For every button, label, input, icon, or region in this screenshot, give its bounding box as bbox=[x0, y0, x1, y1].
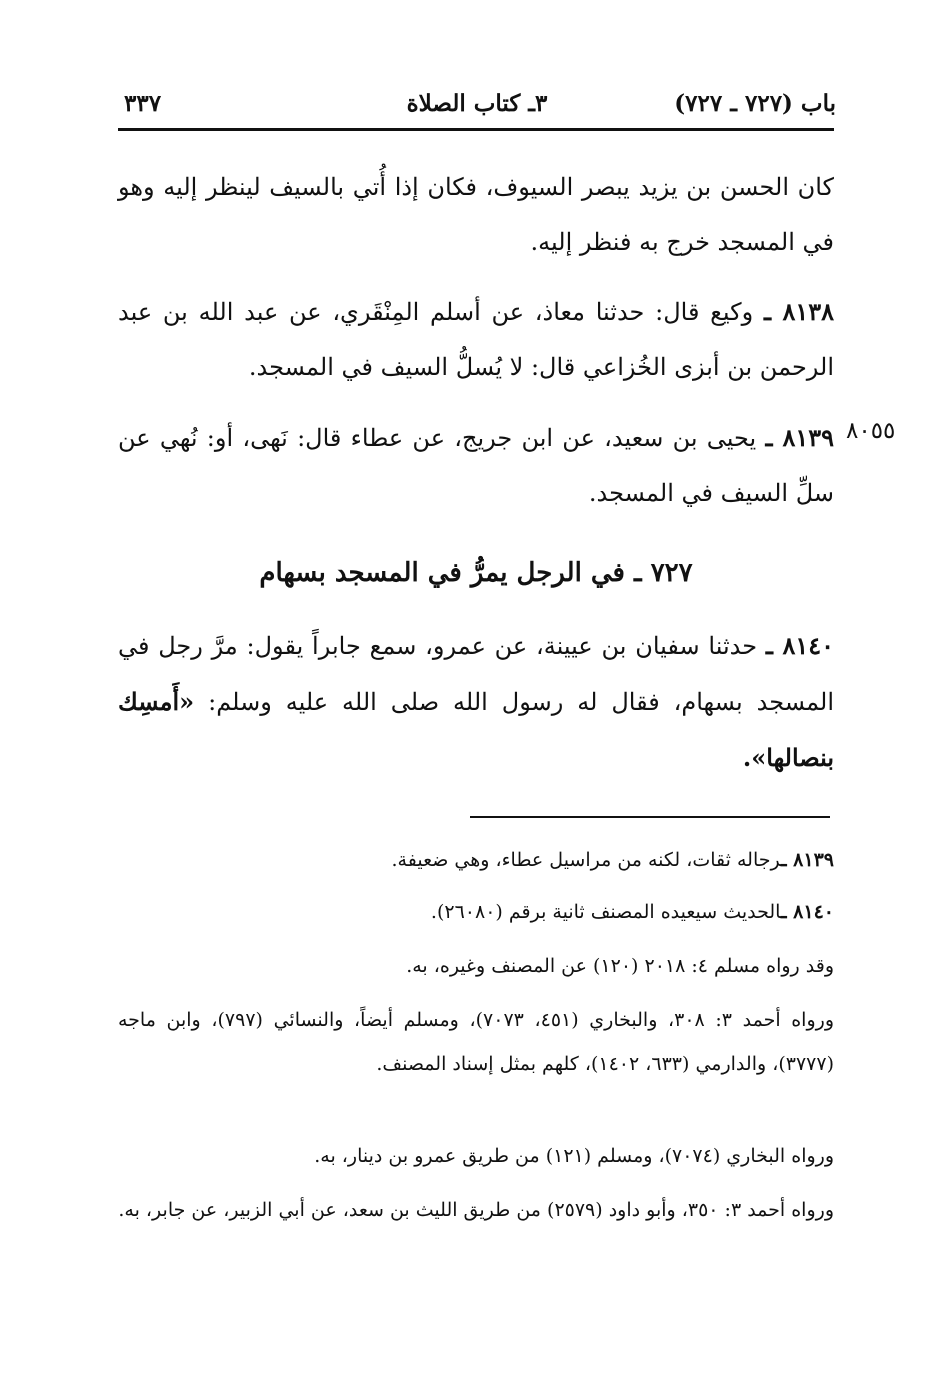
hadith-number: ٨١٣٨ ـ bbox=[763, 297, 834, 326]
footnote-8139 bbox=[118, 838, 834, 882]
footnote-text: رجاله ثقات، لكنه من مراسيل عطاء، وهي ضعيفة. bbox=[391, 849, 781, 871]
hadith-8139 bbox=[118, 410, 834, 521]
intro-paragraph bbox=[118, 160, 834, 270]
hadith-number: ٨١٣٩ ـ bbox=[765, 423, 834, 452]
footnote-number: ٨١٤٠ ـ bbox=[780, 901, 834, 923]
book-title: ٣ـ كتاب الصلاة bbox=[406, 90, 548, 117]
section-title: ٧٢٧ ـ في الرجل يمرُّ في المسجد بسهام bbox=[259, 558, 693, 588]
footnote-line: وقد رواه مسلم ٤: ٢٠١٨ (١٢٠) عن المصنف وغيره، به. bbox=[406, 955, 834, 977]
footnote-line: ورواه البخاري (٧٠٧٤)، ومسلم (١٢١) من طريق عمرو بن دينار، به. bbox=[314, 1145, 834, 1167]
page-number: ٣٣٧ bbox=[124, 90, 162, 117]
footnote-number: ٨١٣٩ ـ bbox=[780, 849, 834, 871]
footnote-separator bbox=[470, 816, 830, 818]
intro-text: كان الحسن بن يزيد يبصر السيوف، فكان إذا أُتي بالسيف لينظر إليه وهو في المسجد خرج به فنظر إليه. bbox=[118, 173, 834, 256]
footnote-line: ورواه أحمد ٣: ٣٠٨، والبخاري (٤٥١، ٧٠٧٣)، ومسلم أيضاً، والنسائي (٧٩٧)، وابن ماجه (٣٧٧٧)، والدارمي (٦٣٣، ١٤٠٢)، كلهم بمثل إسناد المصنف. bbox=[118, 1009, 834, 1075]
hadith-text: وكيع قال: حدثنا معاذ، عن أسلم المِنْقَري، عن عبد الله بن عبد الرحمن بن أبزى الخُزاعي قال: لا يُسلُّ السيف في المسجد. bbox=[118, 298, 834, 381]
hadith-text: حدثنا سفيان بن عيينة، عن عمرو، سمع جابراً يقول: مرَّ رجل في المسجد بسهام، فقال له رسول الله صلى الله عليه وسلم: bbox=[118, 632, 834, 716]
footnote-8140 bbox=[118, 890, 834, 934]
hadith-text: يحيى بن سعيد، عن ابن جريج، عن عطاء قال: نَهى، أو: نُهي عن سلِّ السيف في المسجد. bbox=[118, 424, 834, 507]
prophetic-quote: «أَمسِك بنصالها». bbox=[118, 687, 834, 772]
header-rule bbox=[118, 128, 834, 131]
hadith-8138 bbox=[118, 284, 834, 395]
hadith-number: ٨١٤٠ ـ bbox=[765, 631, 835, 660]
margin-reference-number: ٨٠٥٥ bbox=[846, 418, 896, 444]
footnote-text: الحديث سيعيده المصنف ثانية برقم (٢٦٠٨٠). bbox=[430, 901, 781, 923]
hadith-8140 bbox=[118, 618, 834, 786]
footnote-line: ورواه أحمد ٣: ٣٥٠، وأبو داود (٢٥٧٩) من طريق الليث بن سعد، عن أبي الزبير، عن جابر، به. bbox=[118, 1199, 834, 1221]
page-header bbox=[118, 84, 836, 124]
chapter-reference: باب (٧٢٧ ـ ٧٢٧) bbox=[674, 90, 836, 117]
